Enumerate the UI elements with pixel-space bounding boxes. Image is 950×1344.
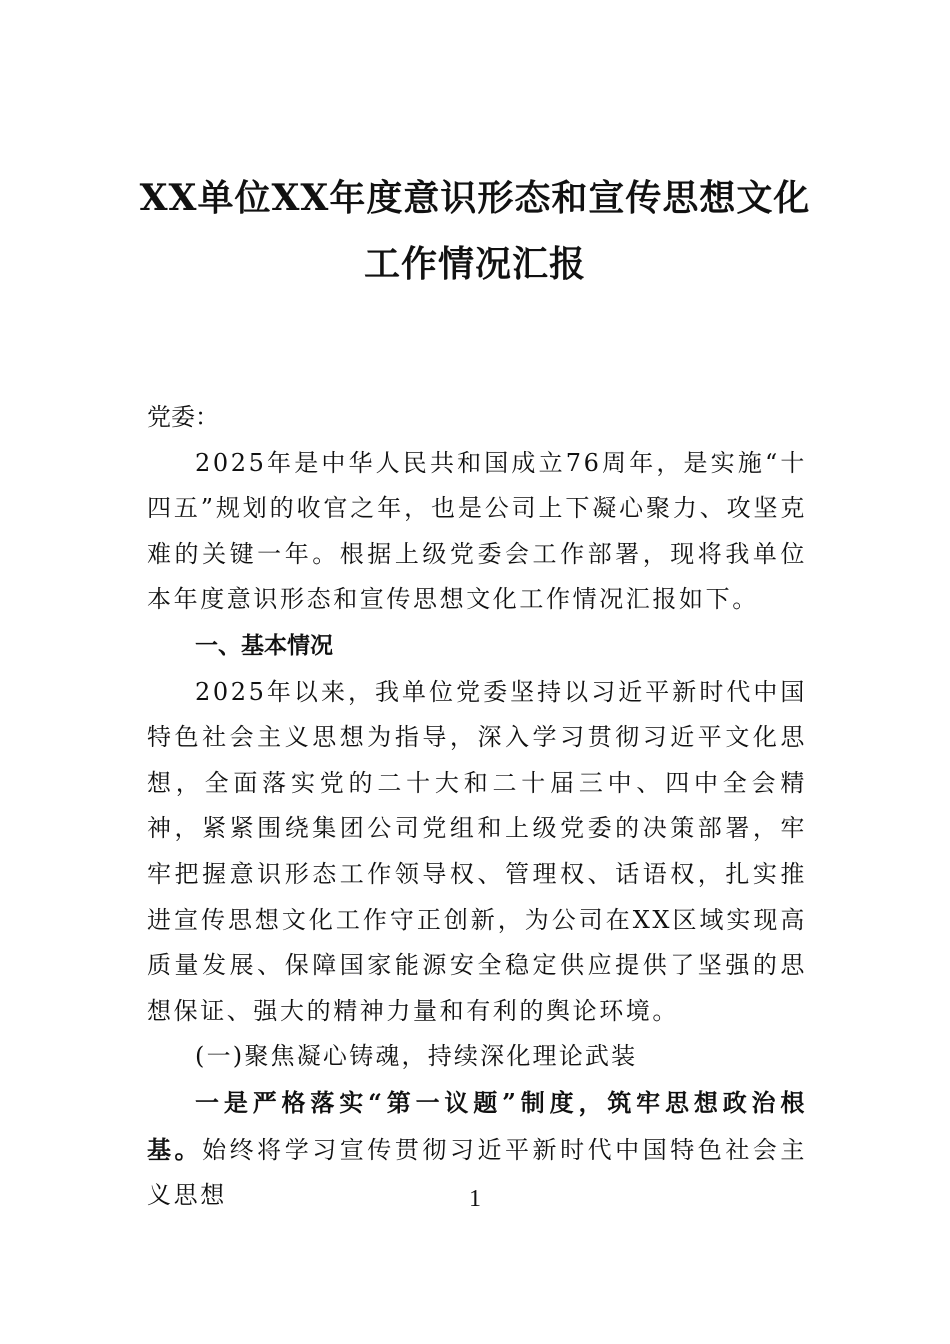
intro-paragraph: 2025年是中华人民共和国成立76周年，是实施“十四五”规划的收官之年，也是公司上下凝心聚力、攻坚克难的关键一年。根据上级党委会工作部署，现将我单位本年度意识形态和宣传思想文化工作情况汇报如下。: [147, 448, 807, 614]
point-lead-text: 一是严格落实“第一议题”制度，筑牢思想政治根基。: [147, 1087, 807, 1164]
section-heading-basic-situation: [147, 623, 807, 670]
section-heading-text: 一、基本情况: [195, 632, 333, 659]
section-body-paragraph: 2025年以来，我单位党委坚持以习近平新时代中国特色社会主义思想为指导，深入学习贯彻习近平文化思想，全面落实党的二十大和二十届三中、四中全会精神，紧紧围绕集团公司党组和上级党委的决策部署，牢牢把握意识形态工作领导权、管理权、话语权，扎实推进宣传思想文化工作守正创新，为公司在XX区域实现高质量发展、保障国家能源安全稳定供应提供了坚强的思想保证、强大的精神力量和有利的舆论环境。: [147, 677, 807, 1025]
page-number: 1: [469, 1186, 481, 1212]
document-body: [147, 395, 807, 1219]
document-title-line-2: 工作情况汇报: [363, 243, 586, 285]
subsection-heading: (一)聚焦凝心铸魂，持续深化理论武装: [195, 1042, 638, 1071]
point-body-text: 始终将学习宣传贯彻习近平新时代中国特色社会主义思想: [147, 1135, 807, 1210]
salutation: 党委：: [147, 403, 219, 431]
document-title-line-1: XX单位XX年度意识形态和宣传思想文化: [139, 177, 811, 219]
